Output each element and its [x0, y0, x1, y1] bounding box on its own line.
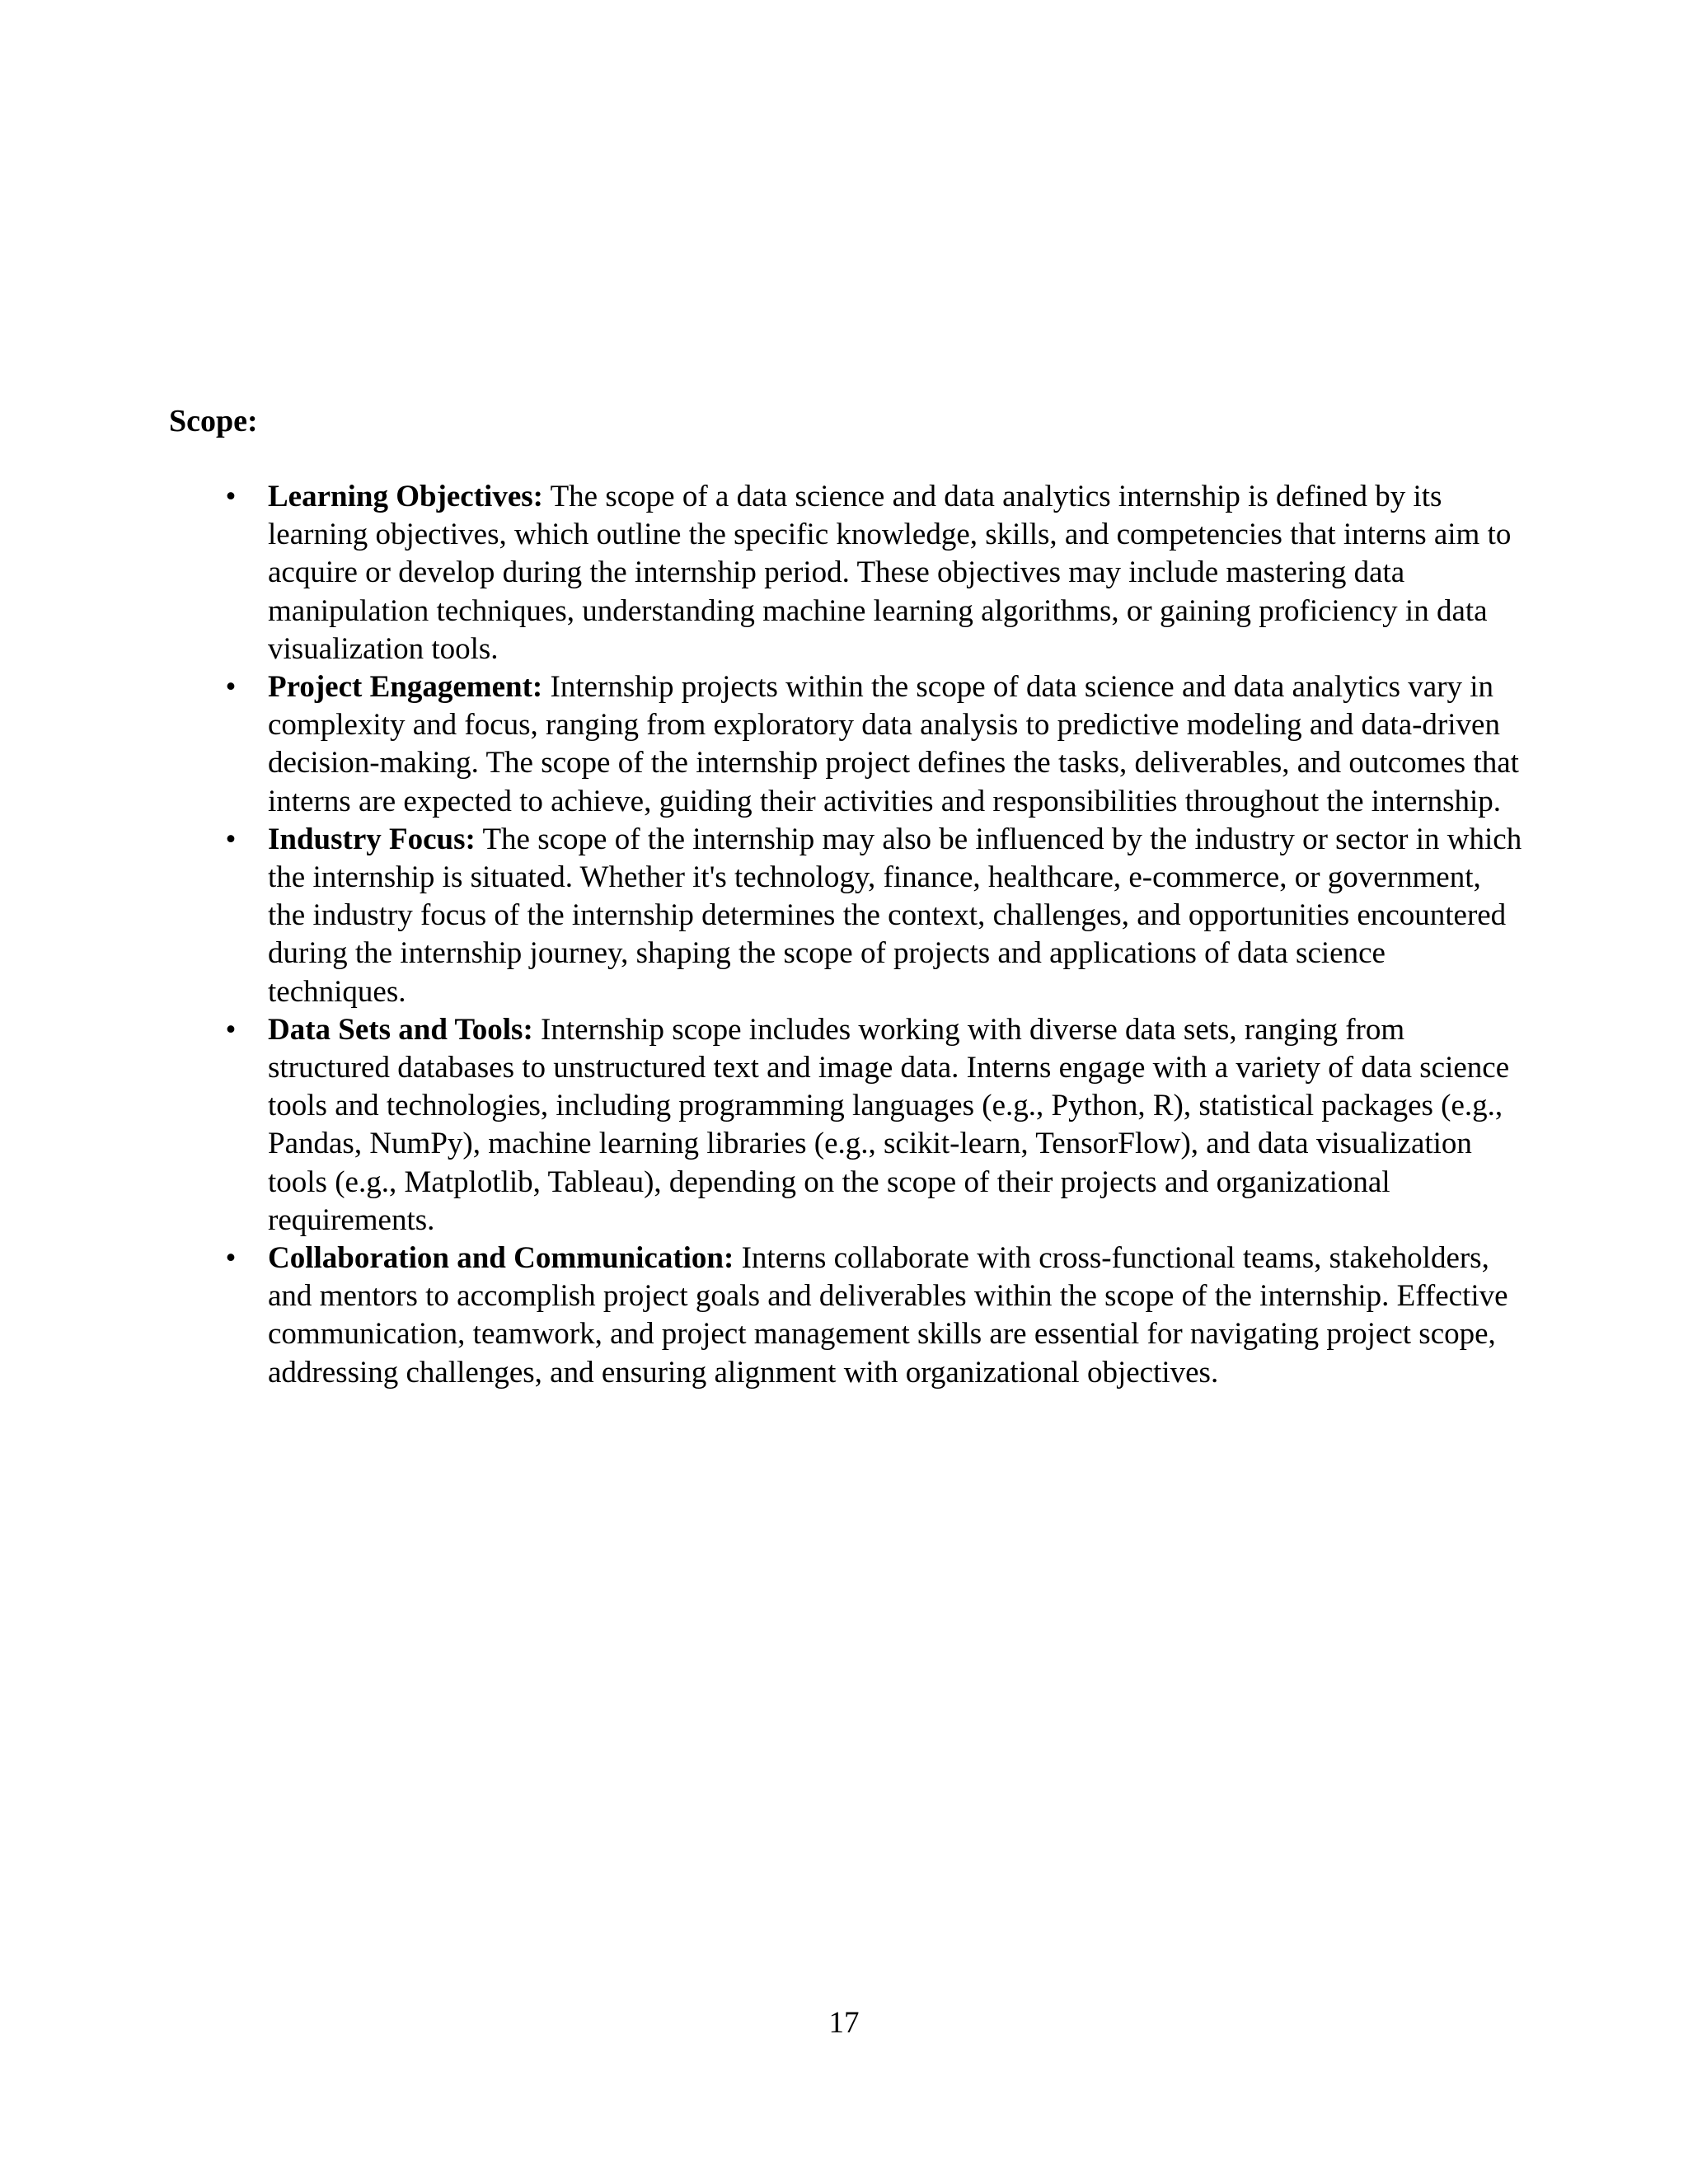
list-item-term: Project Engagement:: [268, 670, 543, 705]
list-item-text: The scope of a data science and data analytics internship is defined by its learning objectives, which outline the specific knowledge, skills, and competencies that interns aim to acquire or develop during the internship period. These objectives may include mastering data manipulation techniques, understanding machine learning algorithms, or gaining proficiency in data visualization tools.: [268, 480, 1512, 666]
page-number: 17: [828, 2006, 860, 2040]
bullet-icon: •: [225, 1241, 237, 1276]
scope-bullet-list: [225, 478, 1525, 1392]
list-item: [225, 1011, 1525, 1240]
bullet-icon: •: [225, 1012, 237, 1047]
list-item-term: Collaboration and Communication:: [268, 1241, 734, 1276]
list-item-text: Interns collaborate with cross-functional teams, stakeholders, and mentors to accomplish project goals and deliverables within the scope of the internship. Effective communication, teamwork, and project management skills are essential for navigating project scope, addressing challenges, and ensuring alignment with organizational objectives.: [268, 1241, 1508, 1390]
list-item-text: Internship scope includes working with diverse data sets, ranging from structured databases to unstructured text and image data. Interns engage with a variety of data science tools and technologies, including programming languages (e.g., Python, R), statistical packages (e.g., Pandas, NumPy), machine learning libraries (e.g., scikit-learn, TensorFlow), and data visualization tools (e.g., Matplotlib, Tableau), depending on the scope of their projects and organizational requirements.: [268, 1012, 1510, 1237]
list-item: [225, 478, 1525, 668]
list-item-text: The scope of the internship may also be influenced by the industry or sector in which the internship is situated. Whether it's technology, finance, healthcare, e-commerce, or government, the industry focus of the internship determines the context, challenges, and opportunities encountered during the internship journey, shaping the scope of projects and applications of data science techniques.: [268, 822, 1522, 1009]
list-item-term: Data Sets and Tools:: [268, 1012, 533, 1047]
list-item: [225, 668, 1525, 821]
list-item: [225, 821, 1525, 1011]
list-item: [225, 1240, 1525, 1392]
list-item-term: Industry Focus:: [268, 822, 476, 856]
section-heading: Scope:: [169, 404, 258, 438]
list-item-term: Learning Objectives:: [268, 480, 543, 513]
bullet-icon: •: [225, 480, 237, 513]
bullet-icon: •: [225, 822, 237, 856]
list-item-text: Internship projects within the scope of data science and data analytics vary in complexity and focus, ranging from exploratory data analysis to predictive modeling and data-driven decision-making. The scope of the internship project defines the tasks, deliverables, and outcomes that interns are expected to achieve, guiding their activities and responsibilities throughout the internship.: [268, 670, 1519, 818]
bullet-icon: •: [225, 670, 237, 705]
